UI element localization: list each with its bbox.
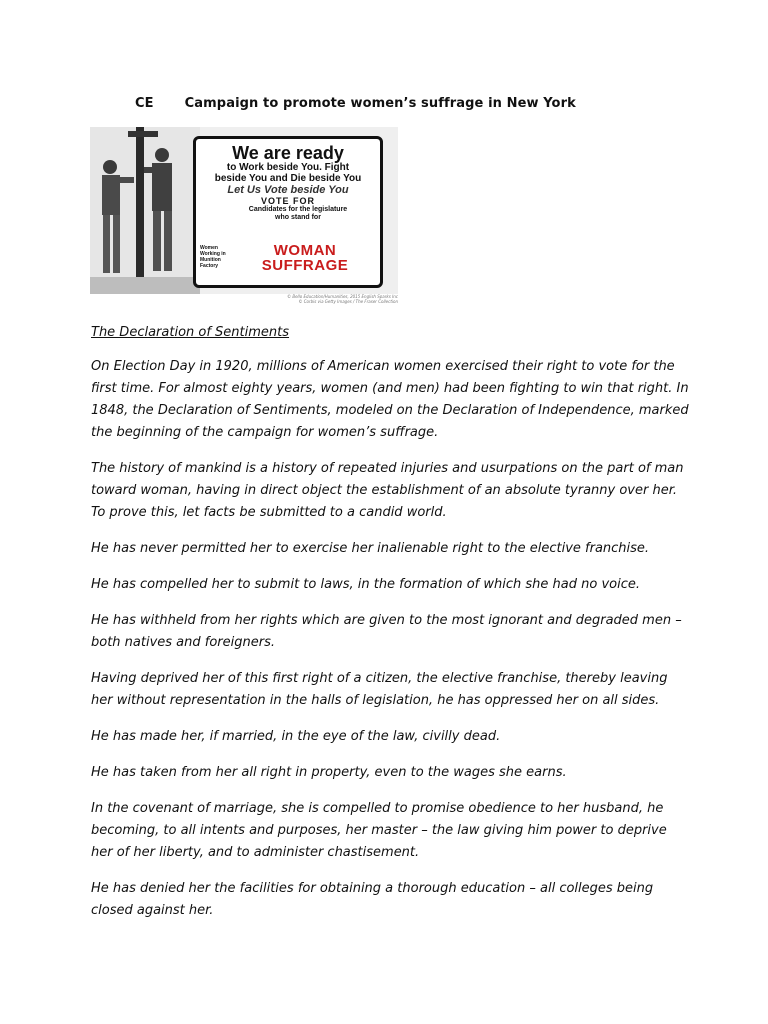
poster-highlight-2: SUFFRAGE (261, 257, 349, 274)
paragraph: The history of mankind is a history of repeated injuries and usurpations on the part of man toward woman, having in direct object the establishment of an absolute tyranny over her. To prove this, let facts be submitted to a candid world. (91, 461, 684, 520)
poster-side-note: Women Working in Munition Factory (200, 245, 226, 269)
header-code: CE (135, 96, 154, 111)
poster-line-4: Let Us Vote beside You (227, 184, 349, 196)
image-credit (250, 294, 398, 304)
poster-line-6a: Candidates for the legislature (248, 206, 348, 213)
image-credit-2: © Corbis via Getty Images / The Fraser Collection (298, 299, 398, 304)
page-header (135, 96, 576, 111)
paragraph: He has denied her the facilities for obtaining a thorough education – all colleges being closed against her. (91, 881, 654, 918)
paragraph: Having deprived her of this first right of a citizen, the elective franchise, thereby leaving her without representation in the halls of legislation, he has oppressed her on all sides. (91, 671, 668, 708)
poster-line-5: VOTE FOR (260, 196, 315, 206)
poster-line-3: beside You and Die beside You (214, 173, 362, 184)
poster-line-2: to Work beside You. Fight (226, 162, 350, 173)
poster-line-6b: who stand for (275, 214, 321, 221)
header-title: Campaign to promote women’s suffrage in New York (184, 96, 576, 111)
paragraph: On Election Day in 1920, millions of American women exercised their right to vote for the first time. For almost eighty years, women (and men) had been fighting to win that right. In 1848, the Declaration of Sentiments, modeled on the Declaration of Independence, marked the beginning of the campaign for women’s suffrage. (91, 359, 689, 440)
image-credit-1: © Bello Education/Humanities, 2015 English Sparks Inc (287, 294, 398, 299)
section-title: The Declaration of Sentiments (91, 325, 290, 340)
poster-highlight (232, 243, 378, 273)
poster-sign (193, 136, 383, 288)
paragraph: He has compelled her to submit to laws, in the formation of which she had no voice. (91, 577, 640, 592)
poster-highlight-1: WOMAN (273, 242, 337, 259)
paragraph: In the covenant of marriage, she is compelled to promise obedience to her husband, he becoming, to all intents and purposes, her master – the law giving him power to deprive her of her liberty, and to administer chastisement. (91, 801, 667, 860)
suffrage-poster-image (90, 127, 398, 294)
poster-line-1: We are ready (232, 143, 344, 163)
document-body (91, 322, 691, 936)
paragraph: He has made her, if married, in the eye of the law, civilly dead. (91, 729, 501, 744)
paragraph: He has withheld from her rights which are given to the most ignorant and degraded men – both natives and foreigners. (91, 613, 682, 650)
paragraph: He has never permitted her to exercise her inalienable right to the elective franchise. (91, 541, 650, 556)
paragraph: He has taken from her all right in property, even to the wages she earns. (91, 765, 567, 780)
workers-photo (90, 127, 200, 294)
